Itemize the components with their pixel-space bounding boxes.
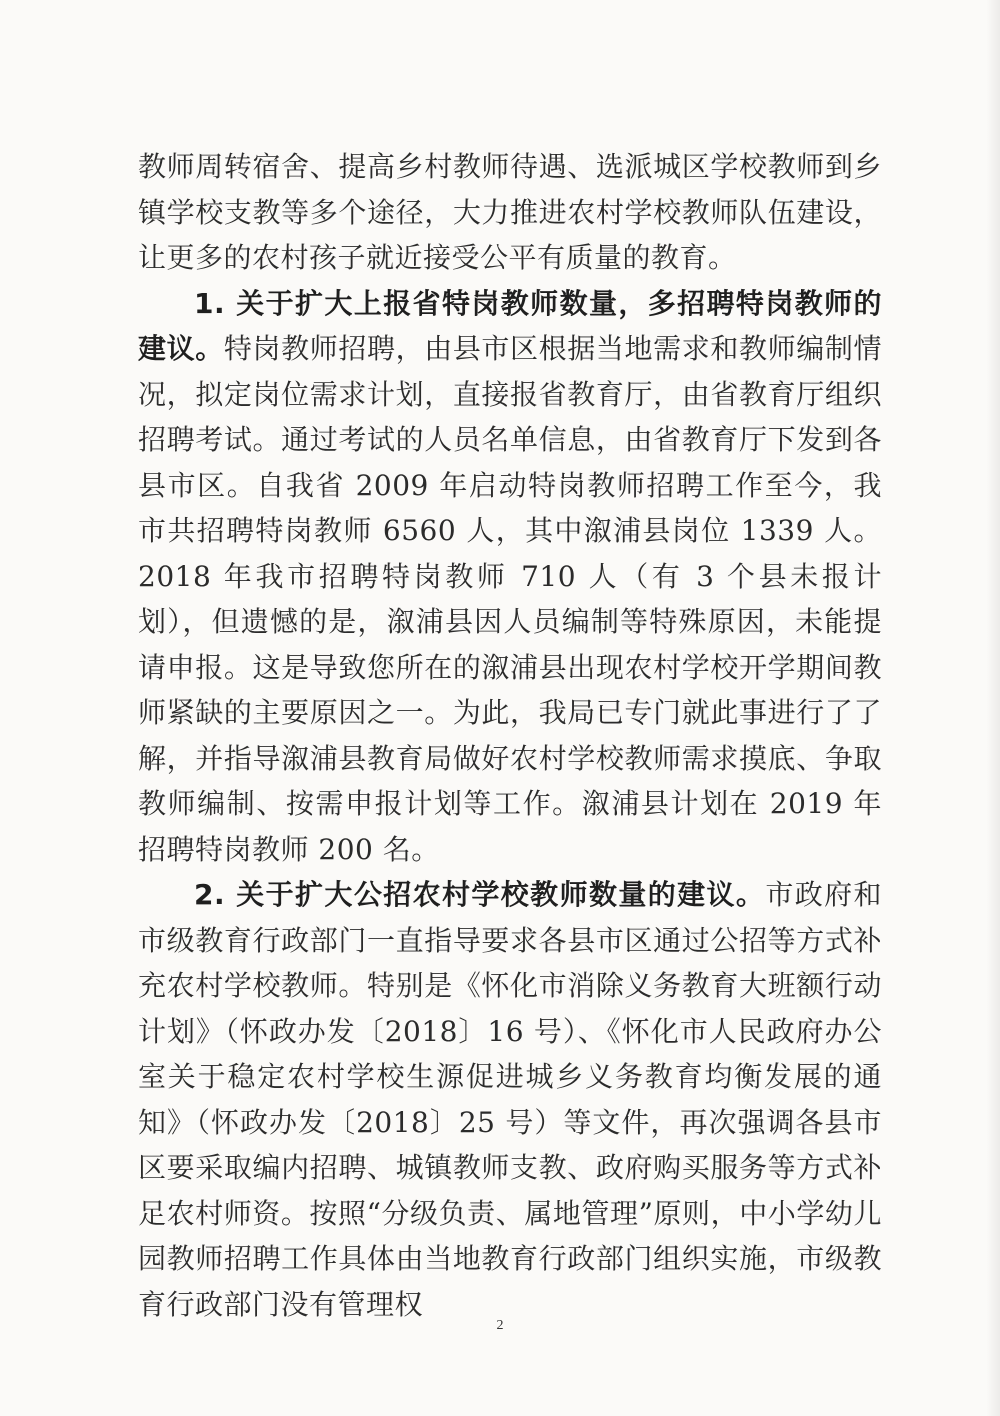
document-body: [138, 144, 882, 1327]
paragraph-special-post-teachers: [138, 281, 882, 873]
paragraph-intro-continuation: 教师周转宿舍、提高乡村教师待遇、选派城区学校教师到乡镇学校支教等多个途径，大力推进农村学校教师队伍建设，让更多的农村孩子就近接受公平有质量的教育。: [138, 150, 882, 274]
paragraph-public-recruitment: [138, 872, 882, 1327]
paragraph-heading-public-recruitment: 2. 关于扩大公招农村学校教师数量的建议。: [194, 878, 766, 911]
page-edge-shadow: [986, 0, 1000, 1416]
paragraph-body-public-recruitment: 市政府和市级教育行政部门一直指导要求各县市区通过公招等方式补充农村学校教师。特别是《怀化市消除义务教育大班额行动计划》（怀政办发〔2018〕16 号）、《怀化市人民政府办公室关于稳定农村学校生源促进城乡义务教育均衡发展的通知》（怀政办发〔2018〕25 号）等文件，再次强调各县市区要采取编内招聘、城镇教师支教、政府购买服务等方式补足农村师资。按照“分级负责、属地管理”原则，中小学幼儿园教师招聘工作具体由当地教育行政部门组织实施，市级教育行政部门没有管理权: [138, 878, 882, 1321]
paragraph-body-special-post: 特岗教师招聘，由县市区根据当地需求和教师编制情况，拟定岗位需求计划，直接报省教育厅，由省教育厅组织招聘考试。通过考试的人员名单信息，由省教育厅下发到各县市区。自我省 2009 年启动特岗教师招聘工作至今，我市共招聘特岗教师 6560 人，其中溆浦县岗位 1339 人。2018 年我市招聘特岗教师 710 人（有 3 个县未报计划），但遗憾的是，溆浦县因人员编制等特殊原因，未能提请申报。这是导致您所在的溆浦县出现农村学校开学期间教师紧缺的主要原因之一。为此，我局已专门就此事进行了了解，并指导溆浦县教育局做好农村学校教师需求摸底、争取教师编制、按需申报计划等工作。溆浦县计划在 2019 年招聘特岗教师 200 名。: [138, 332, 882, 866]
paragraph-heading-special-post: 1. 关于扩大上报省特岗教师数量，多招聘特岗教师的建议。: [138, 286, 882, 365]
page-number: 2: [496, 1318, 504, 1333]
